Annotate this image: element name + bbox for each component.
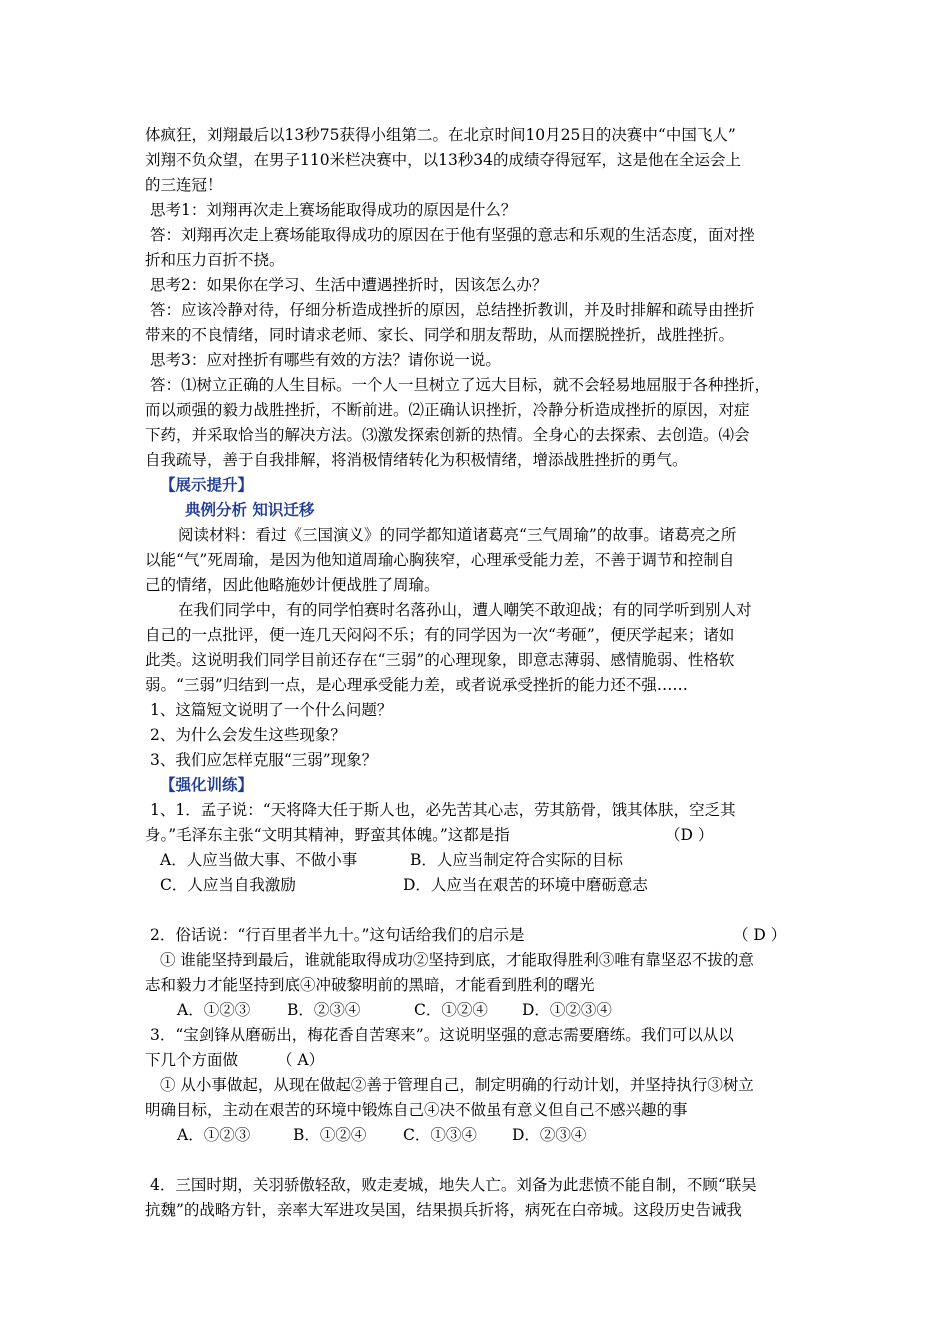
- q4-line-2: 抗魏”的战略方针，亲率大军进攻吴国，结果损兵折将，病死在白帝城。这段历史告诫我: [145, 1201, 742, 1219]
- reading-line-5: 自己的一点批评，便一连几天闷闷不乐；有的同学因为一次“考砸”，便厌学起来；诸如: [145, 626, 735, 644]
- q2-line-2: ① 谁能坚持到最后，谁就能取得成功②坚持到底，才能取得胜利③唯有靠坚忍不拔的意: [160, 951, 754, 969]
- think-3-answer-line-4: 自我疏导，善于自我排解，将消极情绪转化为积极情绪，增添战胜挫折的勇气。: [145, 451, 688, 469]
- q3-option-c: C．①③④: [403, 1126, 477, 1144]
- q2-option-c: C．①②④: [414, 1001, 488, 1019]
- q3-line-2: 下几个方面做: [145, 1051, 239, 1069]
- think-2-question: 思考2：如果你在学习、生活中遭遇挫折时，因该怎么办？: [150, 276, 548, 294]
- q1-line-2: 身。”毛泽东主张“文明其精神，野蛮其体魄。”这都是指: [145, 826, 510, 844]
- intro-line-2: 刘翔不负众望，在男子110米栏决赛中，以13秒34的成绩夺得冠军，这是他在全运会上: [145, 151, 742, 169]
- think-3-answer-line-1: 答：⑴树立正确的人生目标。一个人一旦树立了远大目标，就不会轻易地屈服于各种挫折，: [150, 376, 771, 394]
- reading-line-2: 以能“气”死周瑜，是因为他知道周瑜心胸狭窄，心理承受能力差，不善于调节和控制自: [145, 551, 735, 569]
- think-2-answer-line-2: 带来的不良情绪，同时请求老师、家长、同学和朋友帮助，从而摆脱挫折，战胜挫折。: [145, 326, 735, 344]
- q4-line-1: 4．三国时期，关羽骄傲轻敌，败走麦城，地失人亡。刘备为此悲愤不能自制，不顾“联吴: [150, 1176, 757, 1194]
- q2-option-a: A．①②③: [177, 1001, 251, 1019]
- q3-line-3: ① 从小事做起，从现在做起②善于管理自己，制定明确的行动计划，并坚持执行③树立: [160, 1076, 754, 1094]
- q1-line-1: 1、1．孟子说：“天将降大任于斯人也，必先苦其心志，劳其筋骨，饿其体肤，空乏其: [150, 801, 736, 819]
- think-3-answer-line-2: 而以顽强的毅力战胜挫折，不断前进。⑵正确认识挫折，冷静分析造成挫折的原因，对症: [145, 401, 750, 419]
- q1-answer: （D ）: [665, 826, 714, 844]
- q3-answer: （ A）: [277, 1051, 325, 1069]
- think-3-answer-line-3: 下药，并采取恰当的解决方法。⑶激发探索创新的热情。全身心的去探索、去创造。⑷会: [145, 426, 750, 444]
- q1-option-d: D．人应当在艰苦的环境中磨砺意志: [403, 876, 648, 894]
- section-heading-training: 【强化训练】: [160, 776, 254, 794]
- q3-line-4: 明确目标，主动在艰苦的环境中锻炼自己④决不做虽有意义但自己不感兴趣的事: [145, 1101, 688, 1119]
- reading-line-6: 此类。这说明我们同学目前还存在“三弱”的心理现象，即意志薄弱、感情脆弱、性格软: [145, 651, 735, 669]
- think-3-question: 思考3：应对挫折有哪些有效的方法？请你说一说。: [150, 351, 501, 369]
- reading-line-3: 己的情绪，因此他略施妙计便战胜了周瑜。: [145, 576, 440, 594]
- think-1-answer-line-1: 答：刘翔再次走上赛场能取得成功的原因在于他有坚强的意志和乐观的生活态度，面对挫: [150, 226, 755, 244]
- q1-option-b: B．人应当制定符合实际的目标: [410, 851, 623, 869]
- think-2-answer-line-1: 答：应该冷静对待，仔细分析造成挫折的原因，总结挫折教训，并及时排解和疏导由挫折: [150, 301, 755, 319]
- reading-line-4: 在我们同学中，有的同学怕赛时名落孙山，遭人嘲笑不敢迎战；有的同学听到别人对: [178, 601, 752, 619]
- reading-line-1: 阅读材料：看过《三国演义》的同学都知道诸葛亮“三气周瑜”的故事。诸葛亮之所: [178, 526, 737, 544]
- think-1-question: 思考1：刘翔再次走上赛场能取得成功的原因是什么？: [150, 201, 517, 219]
- section-subheading: 典例分析 知识迁移: [185, 501, 315, 519]
- question-1: 1、这篇短文说明了一个什么问题？: [150, 701, 393, 719]
- q3-option-b: B．①②④: [293, 1126, 367, 1144]
- intro-line-1: 体疯狂，刘翔最后以13秒75获得小组第二。在北京时间10月25日的决赛中“中国飞人”: [145, 126, 736, 144]
- q2-option-b: B．②③④: [287, 1001, 361, 1019]
- question-2: 2、为什么会发生这些现象？: [150, 726, 346, 744]
- q3-option-d: D．②③④: [512, 1126, 587, 1144]
- q2-answer: （ D ）: [733, 926, 787, 944]
- section-heading-showcase: 【展示提升】: [160, 476, 254, 494]
- q2-line-1: 2．俗话说：“行百里者半九十。”这句话给我们的启示是: [150, 926, 525, 944]
- q2-option-d: D．①②③④: [522, 1001, 612, 1019]
- q3-line-1: 3．“宝剑锋从磨砺出，梅花香自苦寒来”。这说明坚强的意志需要磨练。我们可以从以: [150, 1026, 734, 1044]
- q2-line-3: 志和毅力才能坚持到底④冲破黎明前的黑暗，才能看到胜利的曙光: [145, 976, 595, 994]
- question-3: 3、我们应怎样克服“三弱”现象？: [150, 751, 378, 769]
- q1-option-c: C．人应当自我激励: [160, 876, 296, 894]
- think-1-answer-line-2: 折和压力百折不挠。: [145, 251, 285, 269]
- intro-line-3: 的三连冠！: [145, 176, 223, 194]
- q1-option-a: A．人应当做大事、不做小事: [160, 851, 358, 869]
- q3-option-a: A．①②③: [177, 1126, 251, 1144]
- reading-line-7: 弱。“三弱”归结到一点，是心理承受能力差，或者说承受挫折的能力还不强……: [145, 676, 688, 694]
